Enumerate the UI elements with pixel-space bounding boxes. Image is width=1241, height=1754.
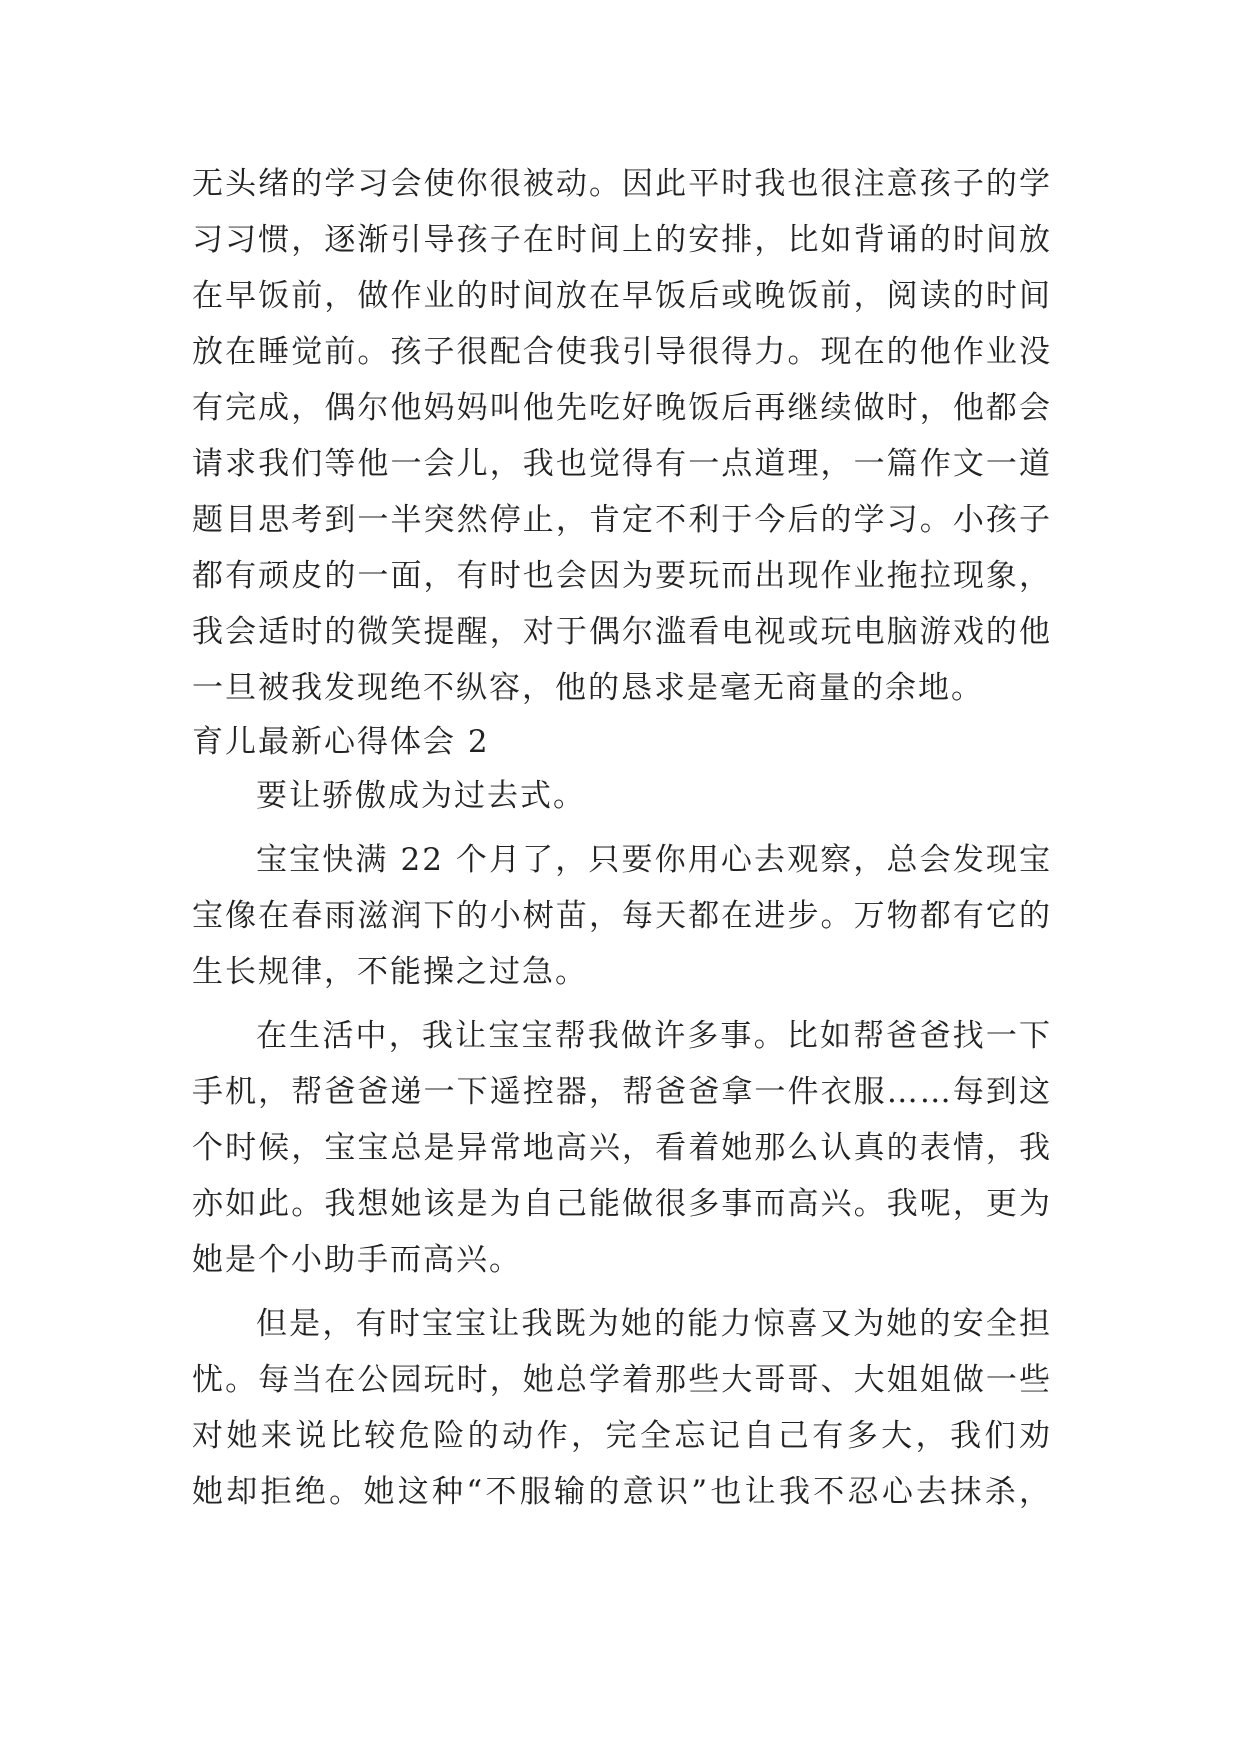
text-line: 忧。每当在公园玩时，她总学着那些大哥哥、大姐姐做一些 (192, 1362, 1052, 1398)
text-line: 请求我们等他一会儿，我也觉得有一点道理，一篇作文一道 (192, 446, 1052, 482)
text-line: 她是个小助手而高兴。 (192, 1242, 522, 1278)
text-line: 都有顽皮的一面，有时也会因为要玩而出现作业拖拉现象， (192, 558, 1052, 594)
text-line: 习习惯，逐渐引导孩子在时间上的安排，比如背诵的时间放 (192, 222, 1052, 258)
document-body (192, 156, 1052, 1520)
text-line: 宝像在春雨滋润下的小树苗，每天都在进步。万物都有它的 (192, 898, 1052, 934)
paragraph-first-line: 在生活中，我让宝宝帮我做许多事。比如帮爸爸找一下 (256, 1018, 1052, 1054)
text-line: 她却拒绝。她这种“不服输的意识”也让我不忍心去抹杀， (192, 1474, 1052, 1510)
text-line: 有完成，偶尔他妈妈叫他先吃好晚饭后再继续做时，他都会 (192, 390, 1052, 426)
paragraph-first-line: 宝宝快满 22 个月了，只要你用心去观察，总会发现宝 (256, 842, 1052, 878)
section-heading: 育儿最新心得体会 2 (192, 724, 490, 760)
text-line: 放在睡觉前。孩子很配合使我引导很得力。现在的他作业没 (192, 334, 1052, 370)
text-line: 对她来说比较危险的动作，完全忘记自己有多大，我们劝 (192, 1418, 1052, 1454)
text-line: 一旦被我发现绝不纵容，他的恳求是毫无商量的余地。 (192, 670, 984, 706)
text-line: 亦如此。我想她该是为自己能做很多事而高兴。我呢，更为 (192, 1186, 1052, 1222)
paragraph-first-line: 要让骄傲成为过去式。 (256, 778, 586, 814)
text-line: 个时候，宝宝总是异常地高兴，看着她那么认真的表情，我 (192, 1130, 1052, 1166)
paragraph-first-line: 但是，有时宝宝让我既为她的能力惊喜又为她的安全担 (256, 1306, 1052, 1342)
text-line: 在早饭前，做作业的时间放在早饭后或晚饭前，阅读的时间 (192, 278, 1052, 314)
text-line: 无头绪的学习会使你很被动。因此平时我也很注意孩子的学 (192, 166, 1052, 202)
text-line: 题目思考到一半突然停止，肯定不利于今后的学习。小孩子 (192, 502, 1052, 538)
text-line: 生长规律，不能操之过急。 (192, 954, 588, 990)
text-line: 手机，帮爸爸递一下遥控器，帮爸爸拿一件衣服……每到这 (192, 1074, 1052, 1110)
text-line: 我会适时的微笑提醒，对于偶尔滥看电视或玩电脑游戏的他 (192, 614, 1052, 650)
